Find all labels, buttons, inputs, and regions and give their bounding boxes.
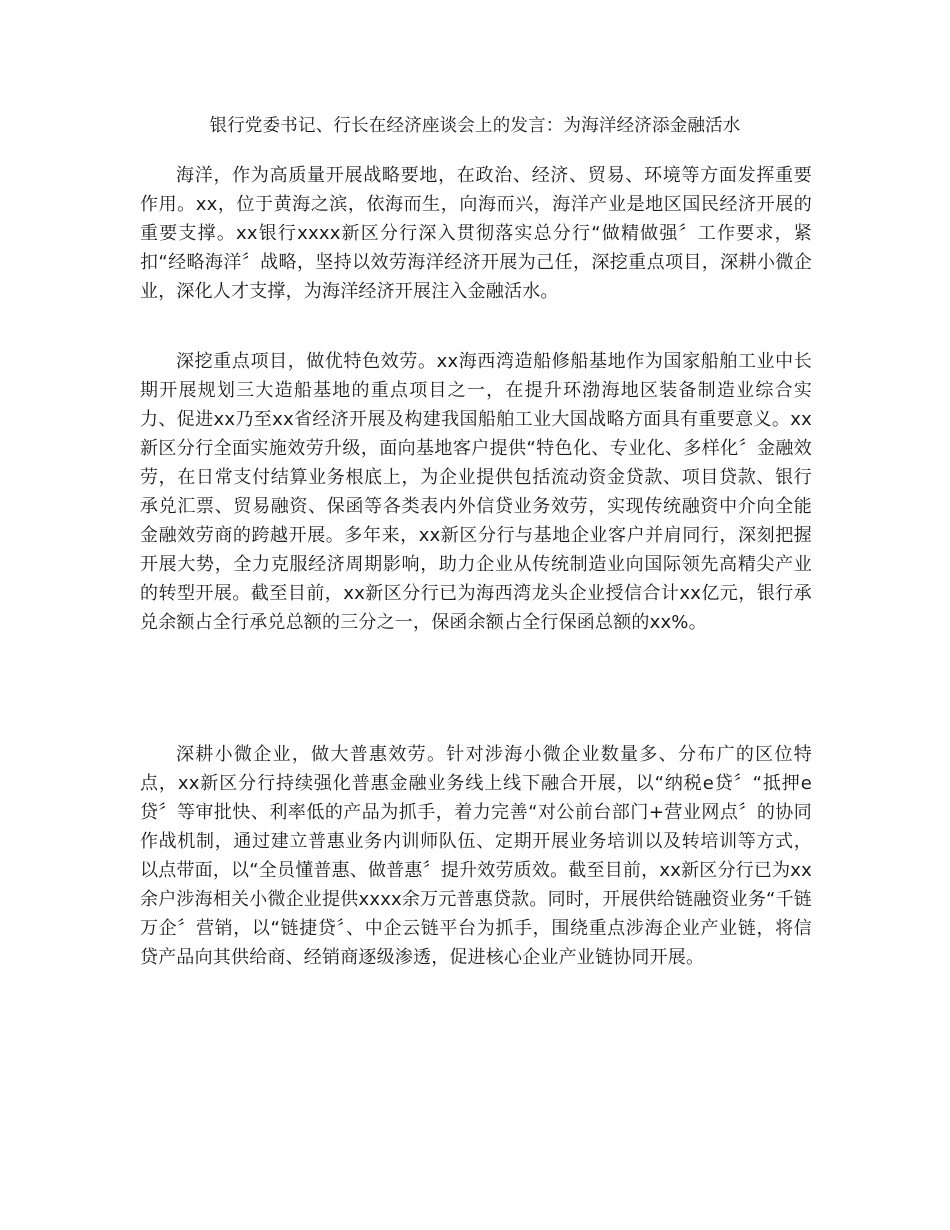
document-title: 银行党委书记、行长在经济座谈会上的发言：为海洋经济添金融活水 bbox=[209, 116, 741, 136]
paragraph-small-micro-enterprises: 深耕小微企业，做大普惠效劳。针对涉海小微企业数量多、分布广的区位特点，xx新区分行持续强化普惠金融业务线上线下融合开展，以“纳税e贷〞“抵押e贷〞等审批快、利率低的产品为抓手，着力完善“对公前台部门+营业网点〞的协同作战机制，通过建立普惠业务内训师队伍、定期开展业务培训以及转培训等方式，以点带面，以“全员懂普惠、做普惠〞提升效劳质效。截至目前，xx新区分行已为xx余户涉海相关小微企业提供xxxx余万元普惠贷款。同时，开展供给链融资业务“千链万企〞营销，以“链捷贷〞、中企云链平台为抓手，围绕重点涉海企业产业链，将信贷产品向其供给商、经销商逐级渗透，促进核心企业产业链协同开展。 bbox=[140, 744, 812, 968]
paragraph-intro: 海洋，作为高质量开展战略要地，在政治、经济、贸易、环境等方面发挥重要作用。xx，位于黄海之滨，依海而生，向海而兴，海洋产业是地区国民经济开展的重要支撑。xx银行xxxx新区分行深入贯彻落实总分行“做精做强〞工作要求，紧扣“经略海洋〞战略，坚持以效劳海洋经济开展为己任，深挖重点项目，深耕小微企业，深化人才支撑，为海洋经济开展注入金融活水。 bbox=[140, 165, 812, 302]
paragraph-key-projects: 深挖重点项目，做优特色效劳。xx海西湾造船修船基地作为国家船舶工业中长期开展规划三大造船基地的重点项目之一，在提升环渤海地区装备制造业综合实力、促进xx乃至xx省经济开展及构建我国船舶工业大国战略方面具有重要意义。xx新区分行全面实施效劳升级，面向基地客户提供“特色化、专业化、多样化〞金融效劳，在日常支付结算业务根底上，为企业提供包括流动资金贷款、项目贷款、银行承兑汇票、贸易融资、保函等各类表内外信贷业务效劳，实现传统融资中介向全能金融效劳商的跨越开展。多年来，xx新区分行与基地企业客户并肩同行，深刻把握开展大势，全力克服经济周期影响，助力企业从传统制造业向国际领先高精尖产业的转型开展。截至目前，xx新区分行已为海西湾龙头企业授信合计xx亿元，银行承兑余额占全行承兑总额的三分之一，保函余额占全行保函总额的xx%。 bbox=[140, 351, 812, 633]
